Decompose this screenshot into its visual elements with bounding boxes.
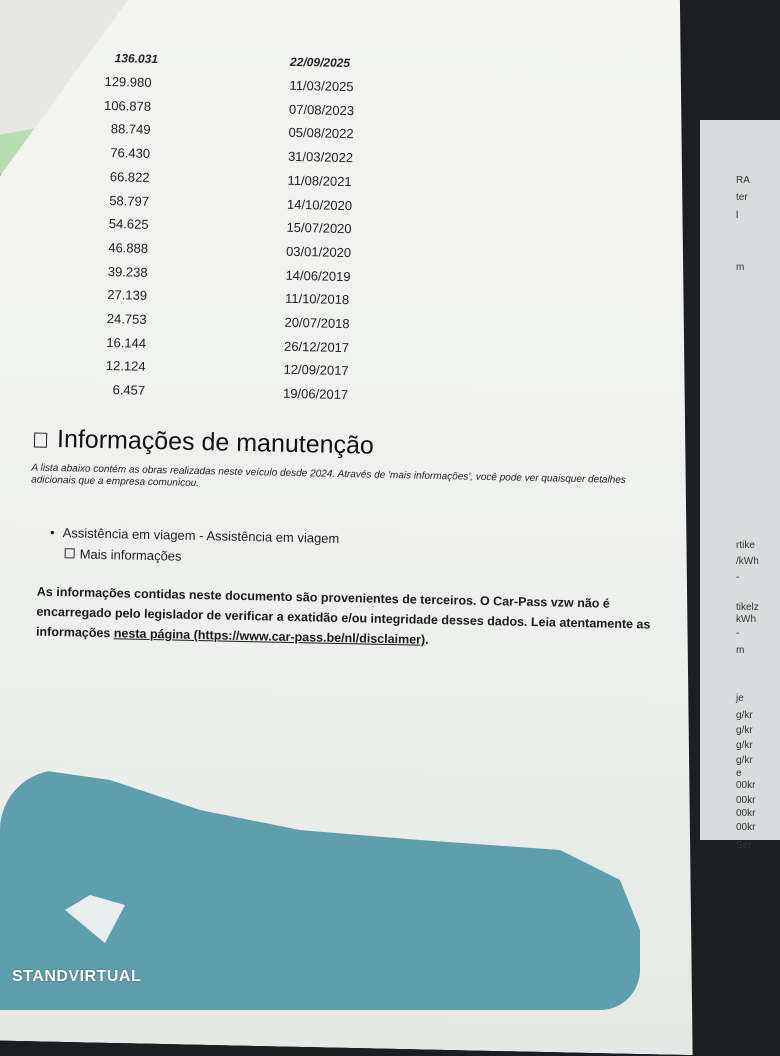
mileage-date: 05/08/2022	[288, 125, 354, 142]
mileage-km: 24.753	[106, 311, 147, 327]
disclaimer-suffix: .	[425, 632, 429, 647]
background-fragment: tikelz	[736, 602, 759, 613]
mileage-km: 46.888	[108, 239, 149, 256]
background-fragment: /kWh	[736, 556, 759, 567]
mileage-date: 11/10/2018	[284, 291, 350, 308]
background-fragment: g/kr	[736, 710, 753, 721]
mileage-km: 129.980	[104, 73, 152, 90]
mileage-date: 07/08/2023	[288, 101, 355, 118]
list-item-label: Assistência em viagem - Assistência em viagem	[62, 525, 340, 546]
section-title	[34, 425, 374, 461]
background-fragment: g/kr	[736, 755, 753, 766]
background-fragment: -	[736, 572, 740, 583]
watermark: STANDVIRTUAL	[12, 968, 142, 985]
mileage-date: 14/10/2020	[286, 196, 353, 213]
mileage-km: 58.797	[109, 192, 150, 209]
mileage-km: 106.878	[103, 97, 152, 114]
background-fragment: ter	[736, 192, 748, 203]
background-fragment: 00kr	[736, 795, 756, 806]
background-fragment: RA	[736, 175, 750, 186]
list-item	[50, 525, 340, 546]
mileage-date: 20/07/2018	[284, 314, 350, 332]
mileage-km: 12.124	[105, 358, 146, 375]
more-info-link[interactable]	[65, 546, 182, 563]
mileage-date: 15/07/2020	[286, 219, 352, 237]
mileage-km: 54.625	[108, 216, 149, 233]
background-fragment: l	[736, 210, 739, 221]
mileage-date: 03/01/2020	[285, 243, 352, 261]
background-fragment: g/kr	[736, 725, 753, 736]
mileage-km: 66.822	[109, 168, 150, 185]
section-title-text: Informações de manutenção	[56, 425, 375, 460]
intro-text: A lista abaixo contém as obras realizadas neste veículo desde 2024. Através de 'mais informações', você pode ver quaisquer detalhes adicionais que a empresa comunicou.	[31, 462, 626, 490]
background-fragment: 00kr	[736, 822, 756, 833]
background-fragment: 00kr	[736, 780, 756, 791]
mileage-km: 39.238	[107, 263, 148, 280]
background-fragment: -	[736, 628, 740, 639]
background-fragment: kWh	[736, 614, 756, 625]
background-fragment: je	[736, 693, 744, 704]
more-info-label: Mais informações	[79, 546, 182, 564]
mileage-km: 88.749	[110, 121, 151, 138]
disclaimer	[36, 582, 667, 655]
mileage-date: 11/03/2025	[289, 77, 354, 95]
background-fragment: m	[736, 262, 745, 273]
mileage-km: 76.430	[110, 145, 151, 161]
disclaimer-text: As informações contidas neste documento são provenientes de terceiros. O Car-Pass vzw não é encarregado pelo legislador de verificar a exatidão e/ou integridade desses dados. Leia atentamente as informações	[35, 584, 651, 641]
checkbox-icon	[65, 548, 75, 558]
mileage-date: 26/12/2017	[283, 338, 350, 355]
mileage-km: 16.144	[106, 334, 147, 351]
background-fragment: e	[736, 768, 742, 779]
header-date: 22/09/2025	[289, 54, 351, 71]
mileage-date: 14/06/2019	[285, 267, 351, 284]
mileage-date: 12/09/2017	[283, 362, 349, 379]
background-fragment: g/kr	[736, 740, 753, 751]
mileage-date: 11/08/2021	[287, 172, 352, 189]
disclaimer-link[interactable]: nesta página (https://www.car-pass.be/nl/disclaimer)	[113, 626, 426, 647]
background-fragment: 00kr	[736, 808, 756, 819]
checkbox-icon	[34, 433, 47, 448]
background-fragment: m	[736, 645, 745, 656]
background-fragment: rtike	[736, 540, 755, 551]
header-km: 136.031	[114, 51, 159, 67]
mileage-km: 27.139	[107, 287, 148, 304]
mileage-date: 19/06/2017	[282, 385, 349, 403]
bullet-icon: •	[49, 524, 55, 540]
mileage-date: 31/03/2022	[287, 148, 354, 166]
mileage-km: 6.457	[112, 382, 146, 398]
background-fragment: Ser	[736, 840, 752, 851]
